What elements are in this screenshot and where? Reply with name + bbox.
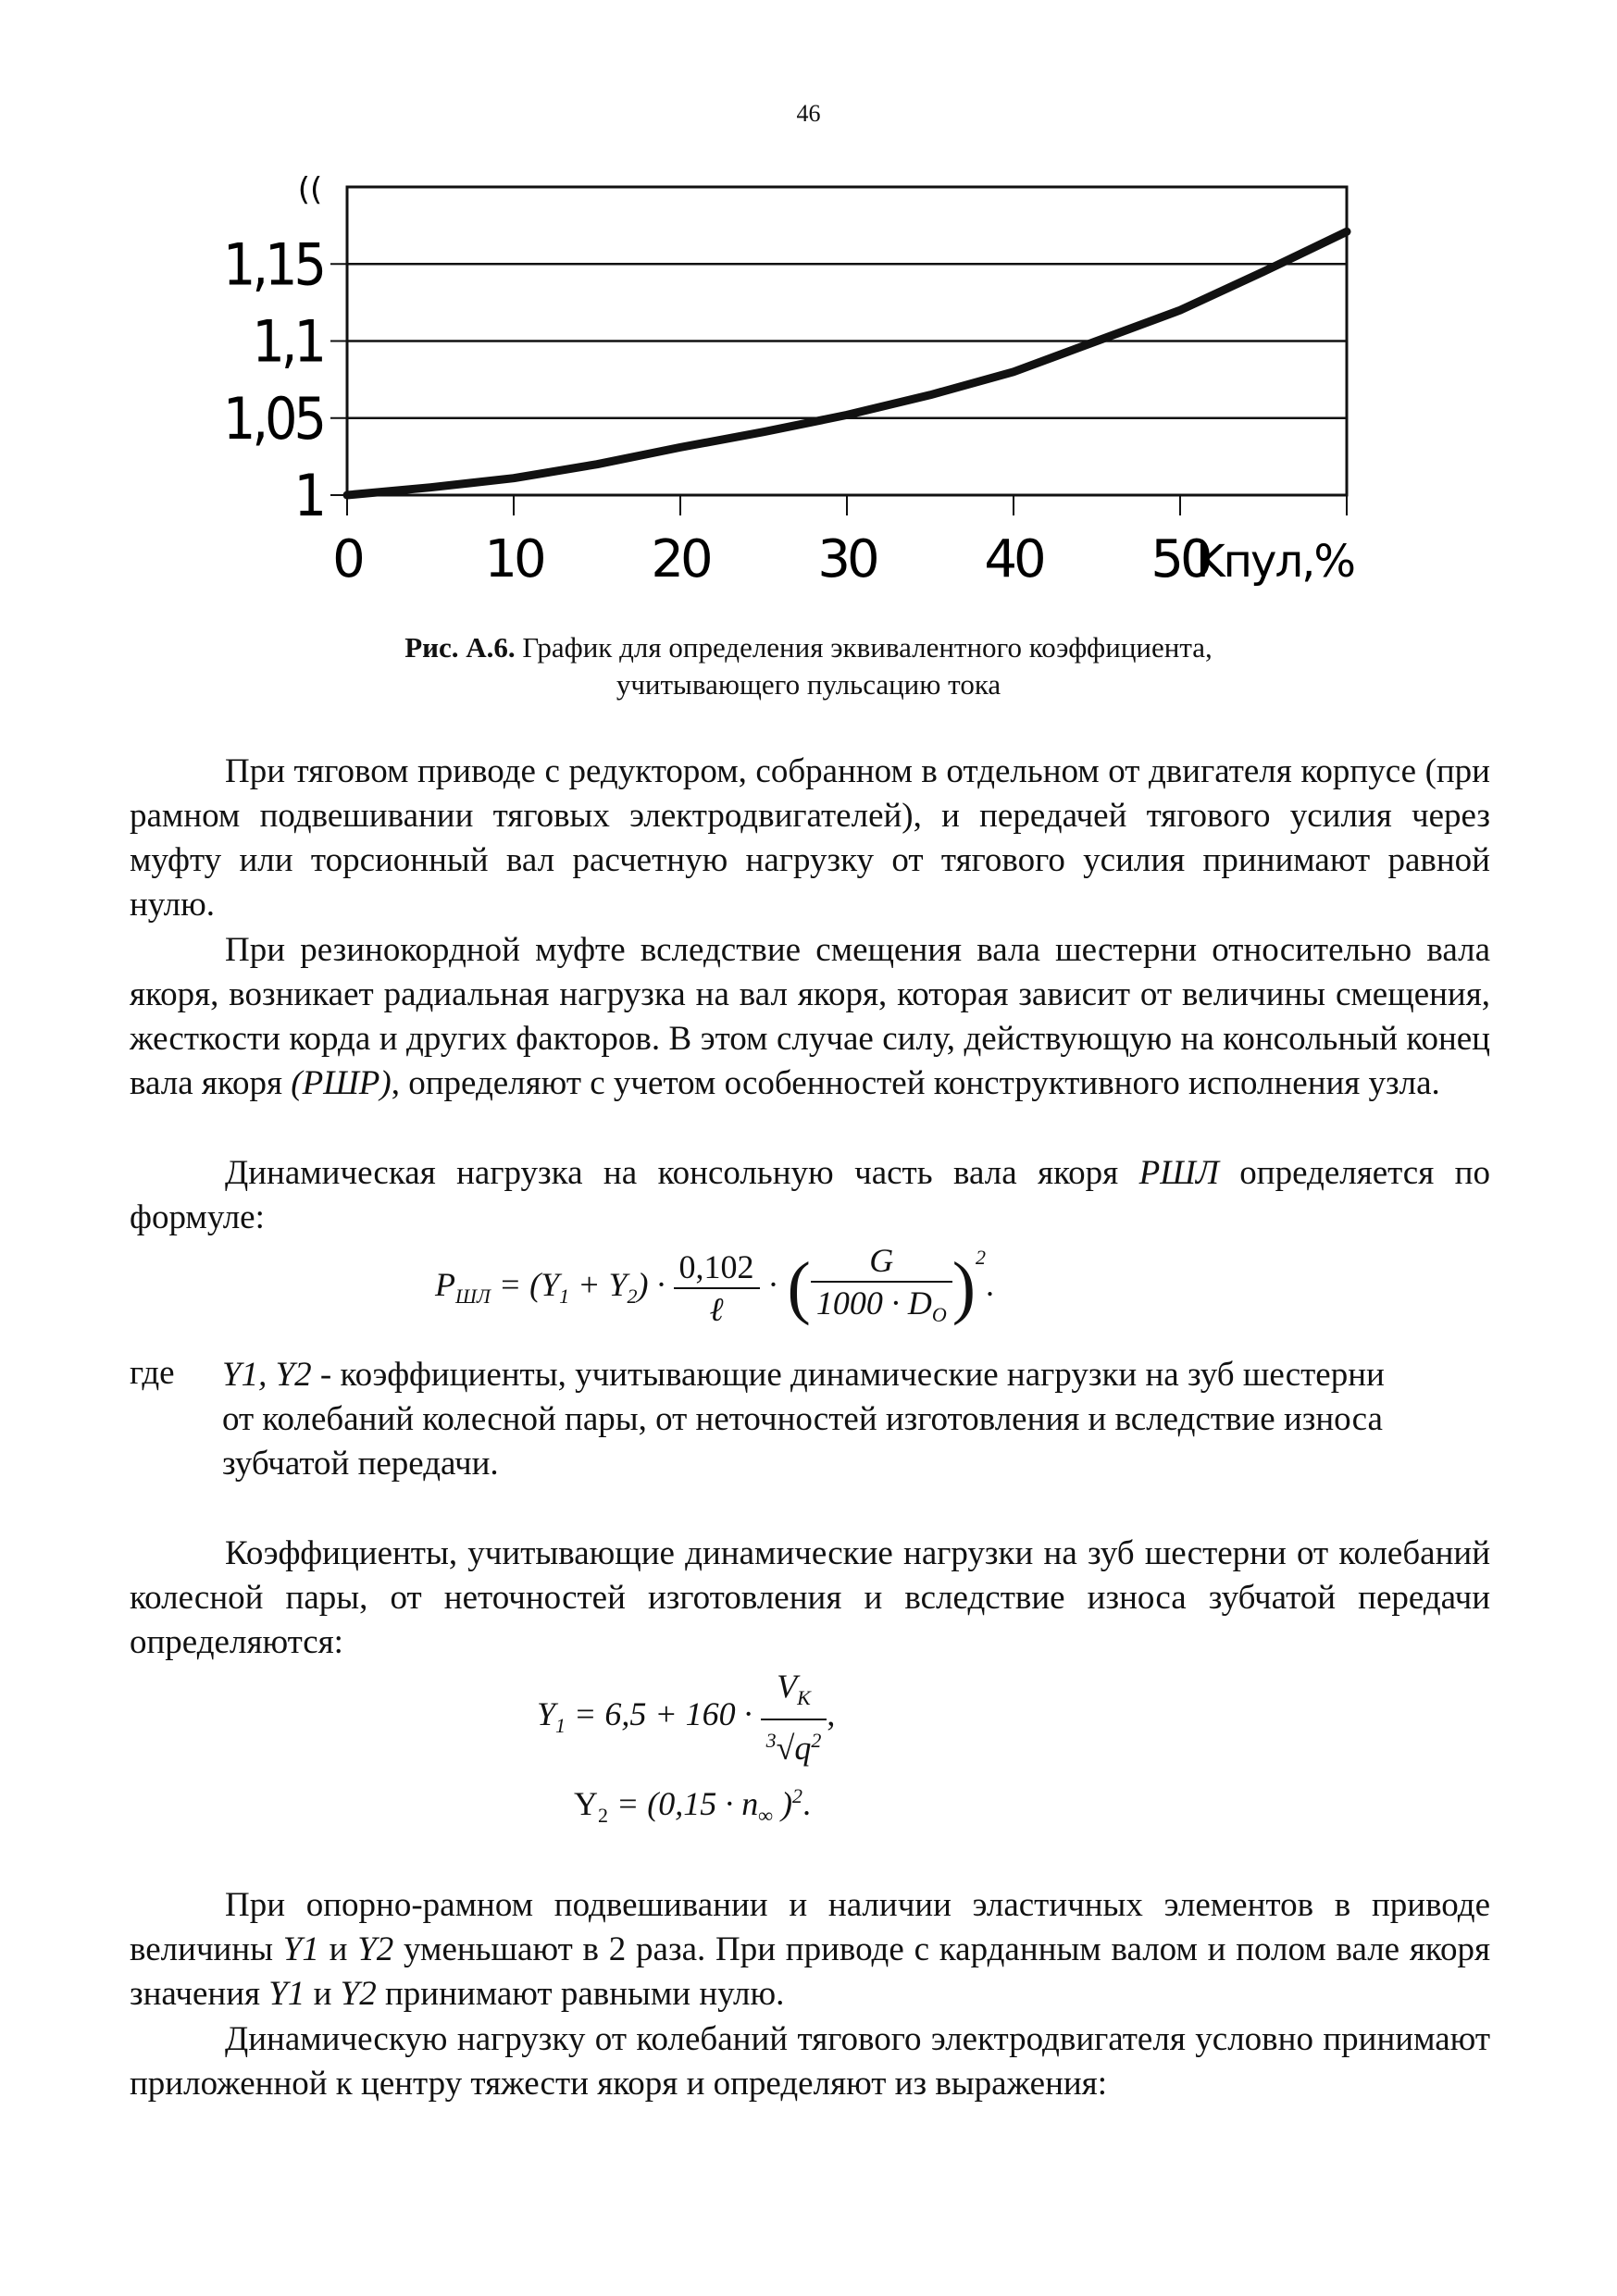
y-tick-label: 1,15 bbox=[222, 230, 323, 299]
f1-close: ) · bbox=[637, 1265, 665, 1303]
f3-lhs-sub: 2 bbox=[598, 1804, 608, 1828]
paragraph-2-symbol: (PШР) bbox=[291, 1064, 392, 1102]
chart bbox=[222, 167, 1388, 629]
x-tick-label: 30 bbox=[817, 529, 877, 590]
formula-y2 bbox=[574, 1784, 811, 1828]
formula-y1 bbox=[537, 1666, 835, 1769]
y-axis-top-label: (( bbox=[297, 171, 323, 208]
y-tick-label: 1,05 bbox=[222, 384, 323, 453]
f1-fraction bbox=[674, 1247, 760, 1330]
f2-fraction bbox=[761, 1666, 827, 1769]
f2-num: V bbox=[777, 1668, 798, 1705]
paragraph-2 bbox=[130, 928, 1490, 1106]
f2-den-pow: 2 bbox=[811, 1729, 822, 1753]
where-description: - коэффициенты, учитывающие динамические нагрузки на зуб шестерни от колебаний колесной пары, от неточностей изготовления и вследствие износа зубчатой передачи. bbox=[222, 1356, 1385, 1483]
paragraph-3 bbox=[130, 1151, 1490, 1240]
series-line bbox=[347, 231, 1347, 495]
paragraph-3-start: Динамическая нагрузка на консольную часть вала якоря bbox=[225, 1154, 1139, 1192]
x-tick-label: 0 bbox=[332, 529, 362, 590]
where-text bbox=[222, 1353, 1416, 1486]
f1-paren-left: ( bbox=[787, 1248, 811, 1327]
x-tick-label: 10 bbox=[484, 529, 543, 590]
f1-end: . bbox=[986, 1265, 995, 1303]
f1-num: 0,102 bbox=[674, 1247, 760, 1289]
figure-caption bbox=[0, 629, 1617, 703]
paragraph-1: При тяговом приводе с редуктором, собранном в отдельном от двигателя корпусе (при рамном подвешивании тяговых электродвигателей), и передачей тягового усилия через муфту или торсионный вал расчетную нагрузку от тягового усилия принимают равной нулю. bbox=[130, 752, 1490, 924]
paragraph-3-end: определяется по формуле: bbox=[130, 1154, 1490, 1236]
f3-eq: = (0,15 · n bbox=[608, 1785, 759, 1822]
p5-e: принимают равными нулю. bbox=[376, 1975, 785, 2013]
paragraph-6: Динамическую нагрузку от колебаний тягового электродвигателя условно принимают приложенной к центру тяжести якоря и определяют из выражения: bbox=[130, 2020, 1490, 2103]
p5-a: При опорно-рамном подвешивании и наличии эластичных элементов в приводе величины bbox=[130, 1886, 1490, 1968]
f2-eq: = 6,5 + 160 · bbox=[566, 1694, 753, 1732]
p5-y2: Y2 bbox=[357, 1930, 394, 1968]
p5-y1: Y1 bbox=[282, 1930, 319, 1968]
x-tick-label: 40 bbox=[984, 529, 1043, 590]
figure-label: Рис. А.6. bbox=[404, 631, 516, 664]
f1-inner-fraction bbox=[811, 1240, 952, 1335]
f2-den: √q bbox=[776, 1730, 812, 1768]
p5-c: уменьшают в 2 раза. При приводе с карданным валом и полом вале якоря значения bbox=[130, 1930, 1490, 2013]
f1-sub1: 1 bbox=[559, 1285, 570, 1309]
f1-power: 2 bbox=[976, 1245, 987, 1269]
paragraph-2-start: При резинокордной муфте вследствие смещения вала шестерни относительно вала якоря, возникает радиальная нагрузка на вал якоря, которая зависит от величины смещения, жесткости корда и других факторов. В этом случае силу, действующую на консольный конец вала якоря bbox=[130, 931, 1490, 1102]
f1-inner-den: 1000 · D bbox=[815, 1285, 932, 1322]
where-symbols: Y1, Y2 bbox=[222, 1356, 312, 1394]
caption-line-1: График для определения эквивалентного коэффициента, bbox=[522, 631, 1213, 664]
chart-svg bbox=[222, 167, 1388, 629]
f3-end: . bbox=[802, 1785, 811, 1822]
f1-plus: + Y bbox=[569, 1265, 628, 1303]
f1-dot: · bbox=[767, 1265, 779, 1303]
y-tick-label: 1,1 bbox=[252, 307, 323, 376]
f2-num-sub: K bbox=[797, 1686, 811, 1710]
f2-lhs-sub: 1 bbox=[555, 1714, 566, 1738]
f3-close: ) bbox=[772, 1785, 792, 1822]
f1-paren-right: ) bbox=[952, 1248, 976, 1327]
x-axis-label: Kпул,% bbox=[1196, 536, 1354, 588]
f1-inner-den-sub: O bbox=[931, 1303, 947, 1327]
paragraph-4: Коэффициенты, учитывающие динамические нагрузки на зуб шестерни от колебаний колесной пары, от неточностей изготовления и вследствие износа зубчатой передачи определяются: bbox=[130, 1534, 1490, 1661]
p5-y2-b: Y2 bbox=[340, 1975, 377, 2013]
paragraph-2-end: , определяют с учетом особенностей конструктивного исполнения узла. bbox=[391, 1064, 1440, 1102]
f3-sub: ∞ bbox=[758, 1804, 773, 1828]
paragraph-5 bbox=[130, 1883, 1490, 2017]
f3-lhs: Y bbox=[574, 1785, 598, 1822]
y-tick-label: 1 bbox=[293, 462, 323, 529]
f1-sub2: 2 bbox=[627, 1285, 638, 1309]
p5-b: и bbox=[318, 1930, 358, 1968]
f2-end: , bbox=[827, 1694, 836, 1732]
page-number: 46 bbox=[796, 100, 821, 127]
x-tick-label: 50 bbox=[1151, 529, 1210, 590]
p5-d: и bbox=[305, 1975, 341, 2013]
formula-p-shl bbox=[435, 1240, 994, 1335]
f1-mid: = (Y bbox=[490, 1265, 560, 1303]
where-label: где bbox=[130, 1354, 175, 1392]
f2-den-index: 3 bbox=[765, 1729, 777, 1753]
f2-lhs: Y bbox=[537, 1694, 556, 1732]
p5-y1-b: Y1 bbox=[268, 1975, 305, 2013]
caption-line-2: учитывающего пульсацию тока bbox=[616, 668, 1001, 701]
f1-lhs-sub: ШЛ bbox=[455, 1285, 491, 1309]
f1-den: ℓ bbox=[709, 1290, 724, 1328]
f1-inner-num: G bbox=[811, 1240, 952, 1283]
f1-lhs: P bbox=[435, 1265, 455, 1303]
paragraph-3-symbol: PШЛ bbox=[1138, 1154, 1219, 1192]
f3-pow: 2 bbox=[791, 1784, 802, 1807]
x-tick-label: 20 bbox=[651, 529, 710, 590]
